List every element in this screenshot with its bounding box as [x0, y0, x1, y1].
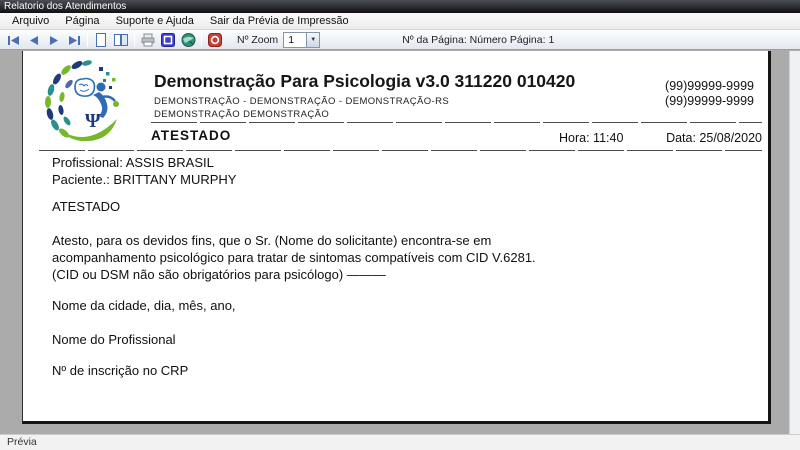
- status-bar: [0, 434, 800, 450]
- zoom-value: 1: [288, 33, 295, 46]
- time-label: Hora: 11:40: [559, 131, 624, 145]
- zoom-select[interactable]: [283, 32, 320, 48]
- professional-line: Profissional: ASSIS BRASIL: [52, 155, 214, 170]
- menu-bar: [0, 13, 800, 30]
- paragraph-line: (CID ou DSM não são obrigatórios para psicólogo) ———: [52, 267, 386, 282]
- last-page-button[interactable]: [64, 31, 84, 48]
- next-page-icon: [46, 32, 62, 48]
- body-heading: ATESTADO: [52, 199, 121, 214]
- close-preview-icon: [207, 32, 223, 48]
- export-button[interactable]: [178, 31, 198, 48]
- dropdown-arrow-icon[interactable]: ▼: [306, 33, 319, 47]
- paragraph-line: Atesto, para os devidos fins, que o Sr. (Nome do solicitante) encontra-se em: [52, 233, 492, 248]
- prev-page-icon: [26, 32, 42, 48]
- first-page-button[interactable]: [4, 31, 24, 48]
- print-button[interactable]: [138, 31, 158, 48]
- phone-number-2: (99)99999-9999: [665, 94, 754, 108]
- toolbar-separator: [134, 33, 135, 47]
- menu-pagina[interactable]: Página: [65, 15, 100, 27]
- patient-line: Paciente.: BRITTANY MURPHY: [52, 172, 237, 187]
- paragraph-line: acompanhamento psicológico para tratar de sintomas compatíveis com CID V.6281.: [52, 250, 536, 265]
- toolbar-separator: [87, 33, 88, 47]
- menu-arquivo[interactable]: Arquivo: [12, 15, 50, 27]
- svg-text:Ψ: Ψ: [85, 110, 101, 132]
- single-page-icon: [93, 32, 109, 48]
- last-page-icon: [66, 32, 82, 48]
- vertical-scrollbar[interactable]: [789, 51, 800, 434]
- first-page-icon: [6, 32, 22, 48]
- city-date-placeholder-line: Nome da cidade, dia, mês, ano,: [52, 298, 236, 313]
- status-label: Prévia: [7, 436, 37, 448]
- crp-number-placeholder-line: Nº de inscrição no CRP: [52, 363, 189, 378]
- previous-page-button[interactable]: [24, 31, 44, 48]
- menu-sair-da-previa[interactable]: Sair da Prévia de Impressão: [209, 15, 349, 27]
- setup-icon: [160, 32, 176, 48]
- zoom-label: Nº Zoom: [237, 33, 279, 46]
- page-number-info: Nº da Página: Número Página: 1: [402, 33, 555, 46]
- window-title: Relatorio dos Atendimentos: [4, 1, 127, 12]
- document-title: Demonstração Para Psicologia v3.0 311220 010420: [154, 71, 576, 91]
- next-page-button[interactable]: [44, 31, 64, 48]
- phone-number-1: (99)99999-9999: [665, 79, 754, 93]
- preview-area: [0, 51, 800, 434]
- clinic-logo: [39, 57, 137, 147]
- toolbar: [0, 30, 800, 50]
- section-title: ATESTADO: [151, 128, 232, 143]
- toolbar-separator: [201, 33, 202, 47]
- document-subtitle-1: DEMONSTRAÇÃO - DEMONSTRAÇÃO - DEMONSTRAÇÃO-RS: [154, 96, 450, 107]
- document-page: [22, 51, 771, 424]
- document-subtitle-2: DEMONSTRAÇÃO DEMONSTRAÇÃO: [154, 109, 330, 120]
- title-bar[interactable]: [0, 0, 800, 13]
- professional-name-placeholder-line: Nome do Profissional: [52, 332, 176, 347]
- two-pages-icon: [113, 32, 129, 48]
- two-page-view-button[interactable]: [111, 31, 131, 48]
- printer-icon: [140, 32, 156, 48]
- close-preview-button[interactable]: [205, 31, 225, 48]
- section-divider: [39, 150, 762, 151]
- single-page-view-button[interactable]: [91, 31, 111, 48]
- header-divider: [151, 122, 762, 123]
- print-setup-button[interactable]: [158, 31, 178, 48]
- menu-suporte-e-ajuda[interactable]: Suporte e Ajuda: [115, 15, 194, 27]
- date-label: Data: 25/08/2020: [666, 131, 762, 145]
- export-icon: [180, 32, 197, 48]
